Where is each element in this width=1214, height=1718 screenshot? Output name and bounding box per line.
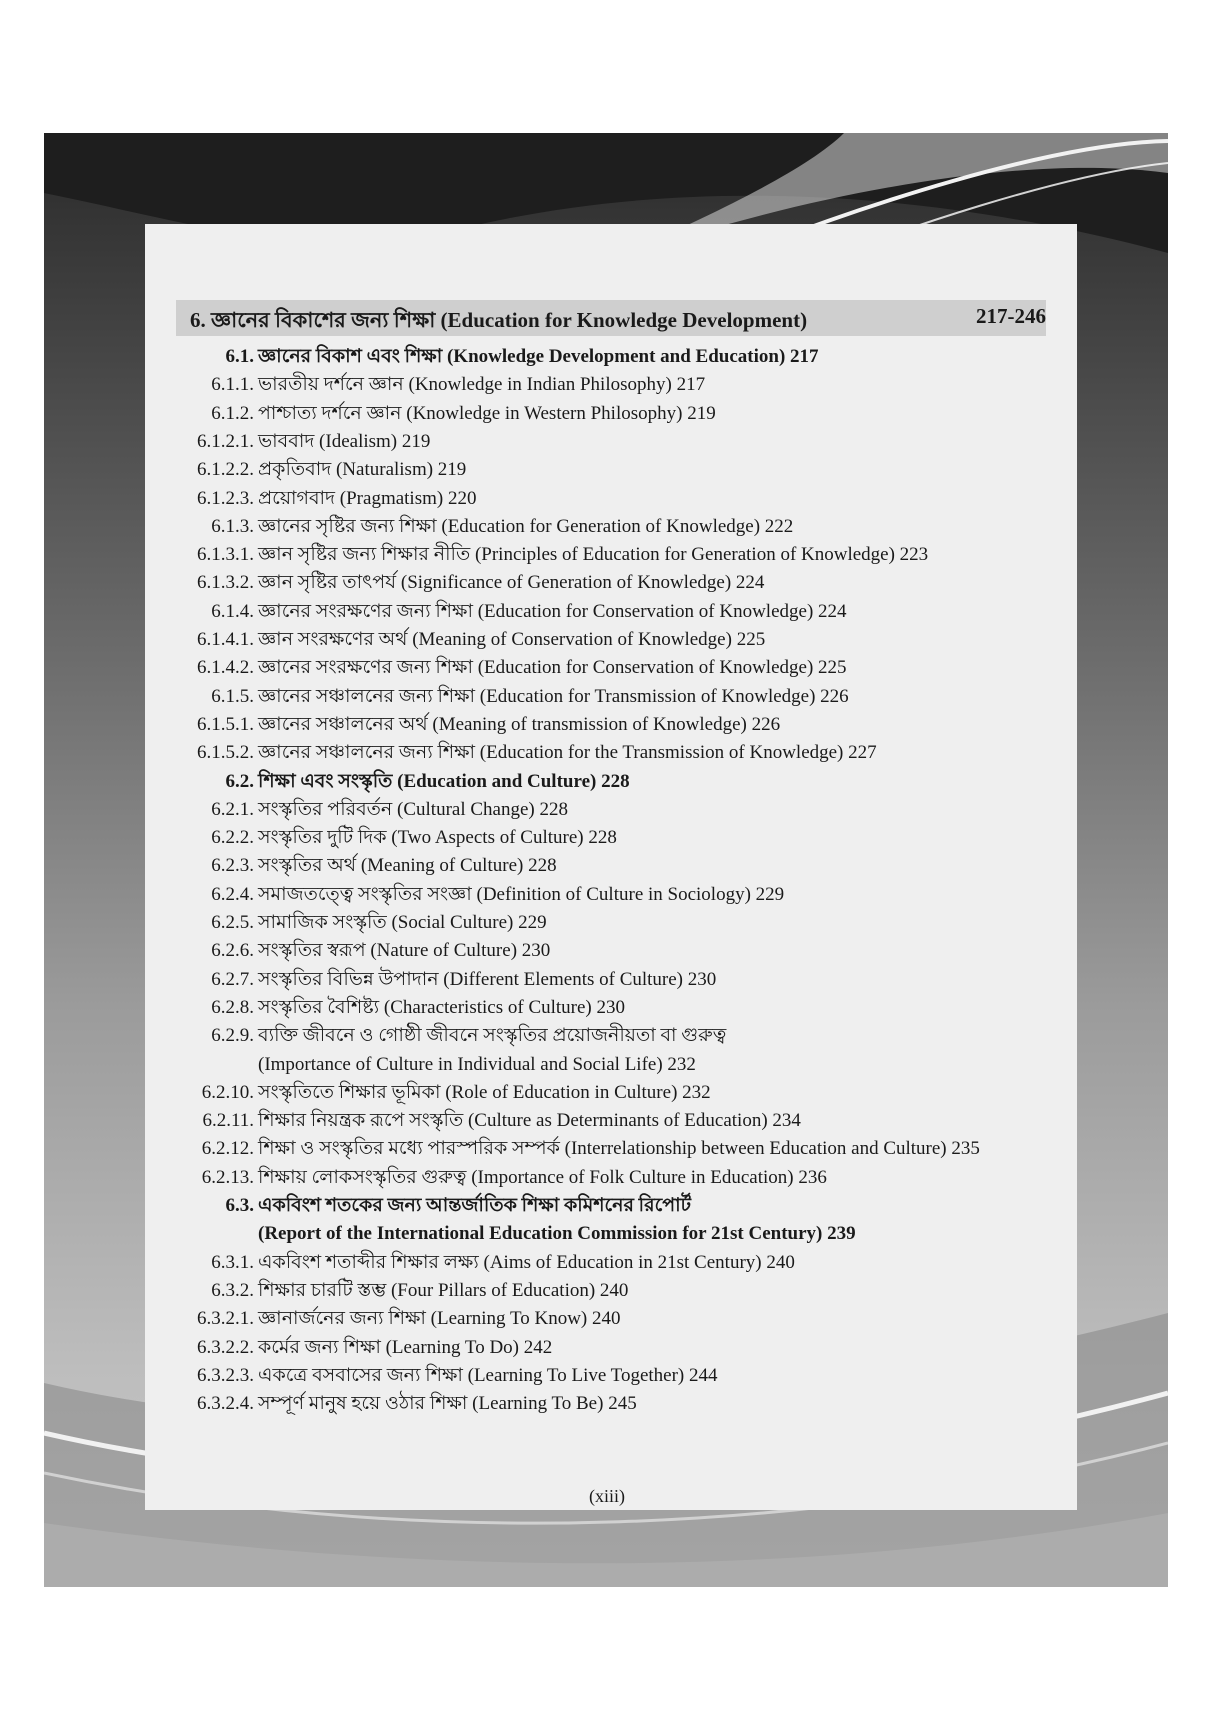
- toc-entry-text: কর্মের জন্য শিক্ষা (Learning To Do) 242: [258, 1336, 553, 1358]
- toc-entry-text: একত্রে বসবাসের জন্য শিক্ষা (Learning To Live Together) 244: [258, 1364, 718, 1386]
- toc-entry: [0, 741, 1214, 765]
- toc-entry-number: 6.2.8.: [211, 996, 254, 1018]
- toc-entry-text: সামাজিক সংস্কৃতি (Social Culture) 229: [258, 912, 547, 933]
- toc-entry-text: সংস্কৃতিতে শিক্ষার ভূমিকা (Role of Education in Culture) 232: [258, 1081, 711, 1103]
- toc-entry-text: একবিংশ শতাব্দীর শিক্ষার লক্ষ্য (Aims of Education in 21st Century) 240: [258, 1251, 795, 1273]
- toc-entry-text: শিক্ষায় লোকসংস্কৃতির গুরুত্ব (Importance of Folk Culture in Education) 236: [258, 1166, 827, 1188]
- toc-entry-number: 6.1.4.1.: [197, 629, 254, 650]
- toc-entry: [0, 1279, 1214, 1303]
- toc-entry-text: ভাববাদ (Idealism) 219: [258, 430, 431, 452]
- toc-entry: [0, 458, 1214, 482]
- toc-entry: [0, 1336, 1214, 1360]
- toc-entry: [0, 373, 1214, 397]
- toc-entry-text: প্রকৃতিবাদ (Naturalism) 219: [258, 459, 467, 481]
- toc-entry-number: 6.1.2.1.: [197, 430, 254, 452]
- toc-entry: [0, 487, 1214, 511]
- toc-entry: [0, 939, 1214, 963]
- toc-entry-number: 6.2.1.: [211, 798, 254, 820]
- toc-entry-number: 6.1.5.: [211, 685, 254, 707]
- page-number: (xiii): [589, 1486, 625, 1506]
- toc-entry-text: শিক্ষা ও সংস্কৃতির মধ্যে পারস্পরিক সম্পর্ক (Interrelationship between Education and Culture) 235: [258, 1138, 980, 1160]
- toc-entry-number: 6.1.4.: [211, 600, 254, 622]
- toc-entry-number: 6.1.5.2.: [197, 742, 254, 764]
- toc-entry-text: পাশ্চাত্য দর্শনে জ্ঞান (Knowledge in Western Philosophy) 219: [258, 402, 716, 424]
- toc-entry-number: 6.1.5.1.: [197, 713, 254, 735]
- toc-entry-text: জ্ঞানের বিকাশ এবং শিক্ষা (Knowledge Development and Education) 217: [258, 346, 819, 367]
- toc-entry-number: 6.3.2.: [211, 1279, 254, 1301]
- toc-entry: [0, 1137, 1214, 1161]
- toc-entry-number: 6.1.2.: [211, 402, 254, 424]
- toc-entry-text: জ্ঞান সৃষ্টির জন্য শিক্ষার নীতি (Principles of Education for Generation of Knowledge) 223: [258, 544, 929, 566]
- toc-entry: [0, 656, 1214, 680]
- toc-entry-text: জ্ঞানের সংরক্ষণের জন্য শিক্ষা (Education for Conservation of Knowledge) 224: [258, 600, 847, 622]
- toc-entry-text: জ্ঞানের সংরক্ষণের জন্য শিক্ষা (Education for Conservation of Knowledge) 225: [258, 657, 847, 679]
- toc-entry: [0, 345, 1214, 369]
- toc-entry: [0, 883, 1214, 907]
- toc-entry-number: 6.1.2.3.: [197, 487, 254, 509]
- toc-entry-number: 6.2.9.: [211, 1025, 254, 1047]
- toc-entry-text: সমাজতত্ত্বে সংস্কৃতির সংজ্ঞা (Definition of Culture in Sociology) 229: [258, 883, 785, 905]
- toc-entry: [0, 571, 1214, 595]
- toc-entry-number: 6.2.7.: [211, 968, 254, 990]
- toc-entry: [0, 1166, 1214, 1190]
- toc-entry: [0, 1392, 1214, 1416]
- toc-entry-number: 6.2.3.: [211, 855, 254, 877]
- toc-entry-number: 6.1.3.1.: [197, 544, 254, 566]
- toc-entry-text: শিক্ষার নিয়ন্ত্রক রূপে সংস্কৃতি (Culture as Determinants of Education) 234: [258, 1110, 801, 1132]
- toc-entry: [0, 713, 1214, 737]
- toc-entry-number: 6.2.: [225, 770, 254, 792]
- toc-entry-text: (Importance of Culture in Individual and Social Life) 232: [258, 1053, 696, 1075]
- toc-entry-text: সম্পূর্ণ মানুষ হয়ে ওঠার শিক্ষা (Learning To Be) 245: [258, 1393, 637, 1415]
- toc-entry: [0, 402, 1214, 426]
- toc-entry: [0, 854, 1214, 878]
- toc-entry: [0, 515, 1214, 539]
- toc-entry: [0, 628, 1214, 652]
- toc-entry: [0, 543, 1214, 567]
- chapter-title: 6. জ্ঞানের বিকাশের জন্য শিক্ষা (Education for Knowledge Development): [190, 308, 808, 332]
- toc-entry-text: সংস্কৃতির স্বরূপ (Nature of Culture) 230: [258, 940, 551, 962]
- toc-entry-number: 6.1.3.2.: [197, 572, 254, 594]
- toc-entry: [0, 798, 1214, 822]
- toc-entry-text: সংস্কৃতির বৈশিষ্ট্য (Characteristics of Culture) 230: [258, 996, 626, 1018]
- toc-entry-number: 6.1.: [225, 346, 254, 367]
- toc-entry-number: 6.1.2.2.: [197, 459, 254, 481]
- toc-entry-number: 6.2.10.: [201, 1081, 254, 1103]
- toc-entry-text: শিক্ষার চারটি স্তম্ভ (Four Pillars of Education) 240: [258, 1279, 629, 1301]
- toc-entry-number: 6.2.12.: [201, 1138, 254, 1160]
- toc-entry: [0, 911, 1214, 935]
- toc-entry-number: 6.1.3.: [211, 515, 254, 537]
- toc-entry: [0, 1364, 1214, 1388]
- toc-entry: [0, 1109, 1214, 1133]
- toc-entry: [0, 1194, 1214, 1218]
- toc-entry-number: 6.1.4.2.: [197, 657, 254, 679]
- toc-entry: [0, 1222, 1214, 1246]
- toc-entry-number: 6.3.2.4.: [197, 1393, 254, 1415]
- toc-entry-text: একবিংশ শতকের জন্য আন্তর্জাতিক শিক্ষা কমিশনের রিপোর্ট: [258, 1195, 691, 1216]
- toc-entry-number: 6.2.6.: [211, 940, 254, 962]
- toc-entry: [0, 968, 1214, 992]
- toc-entry-text: শিক্ষা এবং সংস্কৃতি (Education and Culture) 228: [258, 770, 630, 792]
- toc-entry-text: ব্যক্তি জীবনে ও গোষ্ঠী জীবনে সংস্কৃতির প্রয়োজনীয়তা বা গুরুত্ব: [258, 1025, 727, 1047]
- toc-entry-number: 6.3.: [225, 1195, 254, 1216]
- toc-entry-text: জ্ঞানার্জনের জন্য শিক্ষা (Learning To Know) 240: [258, 1308, 621, 1330]
- toc-entry-number: 6.1.1.: [211, 374, 254, 396]
- toc-entry: [0, 826, 1214, 850]
- toc-entry-number: 6.3.2.1.: [197, 1308, 254, 1330]
- toc-entry: [0, 430, 1214, 454]
- toc-entry-text: সংস্কৃতির পরিবর্তন (Cultural Change) 228: [258, 798, 568, 820]
- toc-entry-number: 6.3.2.3.: [197, 1364, 254, 1386]
- toc-entry: [0, 600, 1214, 624]
- toc-entry-number: 6.3.2.2.: [197, 1336, 254, 1358]
- toc-entry: [0, 1307, 1214, 1331]
- toc-entry-text: সংস্কৃতির দুটি দিক (Two Aspects of Culture) 228: [258, 827, 617, 849]
- toc-entry-text: সংস্কৃতির অর্থ (Meaning of Culture) 228: [258, 855, 557, 877]
- toc-entry-number: 6.2.4.: [211, 883, 254, 905]
- toc-entry: [0, 1053, 1214, 1077]
- toc-entry-text: জ্ঞান সংরক্ষণের অর্থ (Meaning of Conservation of Knowledge) 225: [258, 629, 766, 650]
- toc-entry-text: ভারতীয় দর্শনে জ্ঞান (Knowledge in Indian Philosophy) 217: [258, 374, 706, 396]
- toc-entry-text: জ্ঞানের সঞ্চালনের অর্থ (Meaning of transmission of Knowledge) 226: [258, 713, 781, 735]
- toc-entry-text: জ্ঞান সৃষ্টির তাৎপর্য (Significance of Generation of Knowledge) 224: [258, 572, 765, 594]
- toc-entry-number: 6.2.5.: [211, 912, 254, 933]
- toc-entry-number: 6.2.2.: [211, 827, 254, 849]
- toc-entry: [0, 685, 1214, 709]
- toc-entry-text: জ্ঞানের সৃষ্টির জন্য শিক্ষা (Education for Generation of Knowledge) 222: [258, 515, 794, 537]
- toc-entry: [0, 770, 1214, 794]
- toc-entry-number: 6.3.1.: [211, 1251, 254, 1273]
- toc-entry-number: 6.2.13.: [201, 1166, 254, 1188]
- toc-entry: [0, 1251, 1214, 1275]
- toc-entry: [0, 1024, 1214, 1048]
- toc-entry: [0, 1081, 1214, 1105]
- toc-entry-text: জ্ঞানের সঞ্চালনের জন্য শিক্ষা (Education for Transmission of Knowledge) 226: [258, 685, 849, 707]
- toc-entry-text: প্রয়োগবাদ (Pragmatism) 220: [258, 487, 477, 509]
- toc-entry-text: সংস্কৃতির বিভিন্ন উপাদান (Different Elements of Culture) 230: [258, 968, 717, 990]
- toc-entry-number: 6.2.11.: [202, 1110, 254, 1132]
- toc-entry-text: জ্ঞানের সঞ্চালনের জন্য শিক্ষা (Education for the Transmission of Knowledge) 227: [258, 742, 877, 764]
- chapter-page-range: 217-246: [976, 304, 1046, 328]
- toc-entry: [0, 996, 1214, 1020]
- toc-entry-text: (Report of the International Education Commission for 21st Century) 239: [258, 1223, 856, 1245]
